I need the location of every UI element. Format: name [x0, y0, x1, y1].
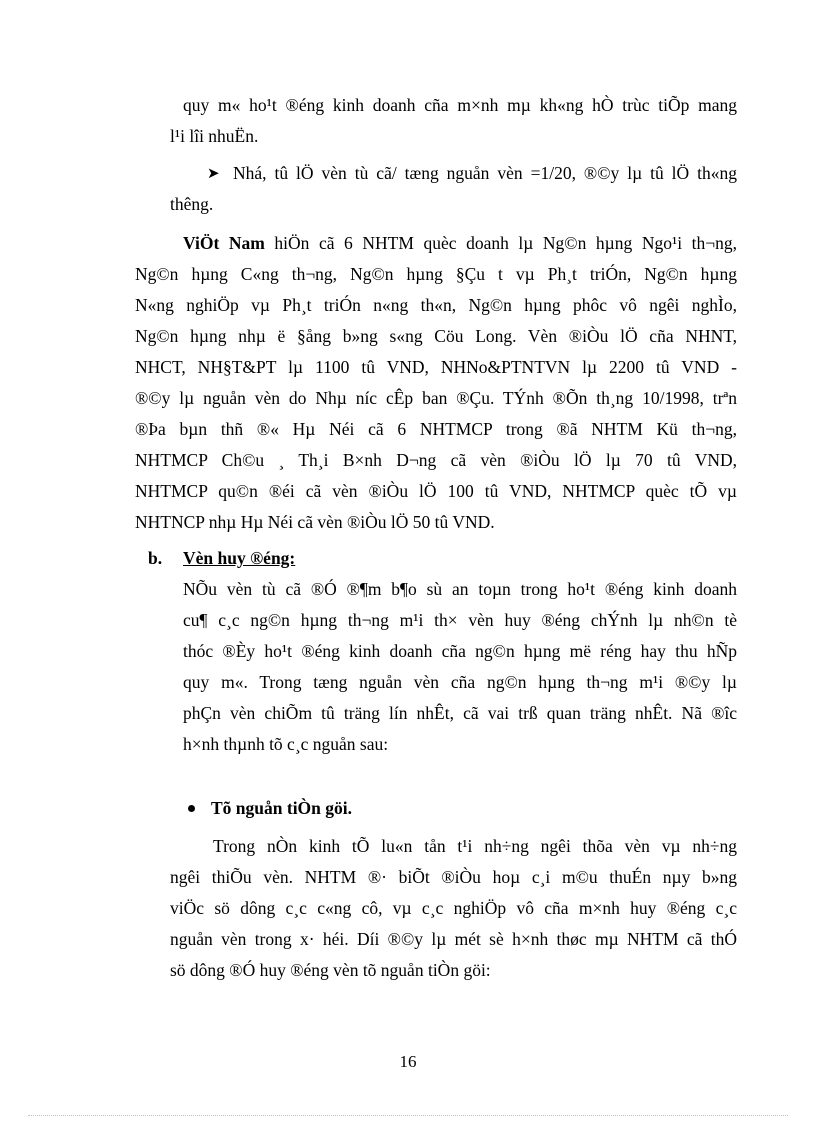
text-line: cu¶ c¸c ng©n hµng th¬ng m¹i th× vèn huy ®éng chÝnh lµ nh©n tè [183, 610, 737, 630]
text-line: N«ng nghiÖp vµ Ph¸t triÓn n«ng th«n, Ng©n hµng phôc vô ngêi nghÌo, [135, 295, 737, 315]
text-line: thóc ®Èy ho¹t ®éng kinh doanh cña ng©n hµng më réng hay thu hÑp [183, 641, 737, 661]
text-line: Ng©n hµng C«ng th¬ng, Ng©n hµng §Çu t vµ Ph¸t triÓn, Ng©n hµng [135, 264, 737, 284]
arrowhead-bullet-icon: ➤ [207, 166, 220, 182]
text-line: sö dông ®Ó huy ®éng vèn tõ nguån tiÒn göi: [170, 960, 491, 980]
text-line: NHCT, NH§T&PT lµ 1100 tû VND, NHNo&PTNTVN lµ 2200 tû VND - [135, 357, 737, 377]
text-line: quy m« ho¹t ®éng kinh doanh cña m×nh mµ kh«ng hÒ trùc tiÕp mang [183, 95, 737, 115]
page-number: 16 [399, 1052, 417, 1071]
text-line: thêng. [170, 194, 214, 214]
round-bullet-icon [188, 805, 195, 812]
text-line: h×nh thµnh tõ c¸c nguån sau: [183, 734, 389, 754]
text-line: ®Þa bµn thñ ®« Hµ Néi cã 6 NHTMCP trong ®ã NHTM Kü th¬ng, [135, 419, 737, 439]
text-line: NHTMCP qu©n ®éi cã vèn ®iÒu lÖ 100 tû VND, NHTMCP quèc tÕ vµ [135, 481, 737, 501]
text-line [183, 228, 737, 258]
text-line: Trong nÒn kinh tÕ lu«n tån t¹i nh÷ng ngêi thõa vèn vµ nh÷ng [213, 836, 737, 856]
text-line: NHTMCP Ch©u ¸ Th¸i B×nh D¬ng cã vèn ®iÒu lÖ lµ 70 tû VND, [135, 450, 737, 470]
text-line: ®©y lµ nguån vèn do Nhµ níc cÊp ban ®Çu. TÝnh ®Õn th¸ng 10/1998, trªn [135, 388, 737, 408]
text-line: Nhá, tû lÖ vèn tù cã/ tæng nguån vèn =1/20, ®©y lµ tû lÖ th«ng [233, 163, 737, 183]
text-line: NÕu vèn tù cã ®Ó ®¶m b¶o sù an toµn trong ho¹t ®éng kinh doanh [183, 579, 737, 599]
text-line: viÖc sö dông c¸c c«ng cô, vµ c¸c nghiÖp vô cña m×nh huy ®éng c¸c [170, 898, 737, 918]
text-line: Ng©n hµng nhµ ë §ång b»ng s«ng Cöu Long. Vèn ®iÒu lÖ cña NHNT, [135, 326, 737, 346]
page-bottom-divider [28, 1115, 788, 1116]
text-line: l¹i lîi nhuËn. [170, 126, 259, 146]
bullet-heading: Tõ nguån tiÒn göi. [211, 798, 353, 818]
section-label: b. [148, 548, 163, 568]
text-run: hiÖn cã 6 NHTM quèc doanh lµ Ng©n hµng Ngo¹i th¬ng, [264, 233, 737, 253]
text-line: NHTNCP nhµ Hµ Néi cã vèn ®iÒu lÖ 50 tû VND. [135, 512, 495, 532]
text-line: ngêi thiÕu vèn. NHTM ®· biÕt ®iÒu hoµ c¸i m©u thuÉn nµy b»ng [170, 867, 737, 887]
text-line: quy m«. Trong tæng nguån vèn cña ng©n hµng th¬ng m¹i ®©y lµ [183, 672, 737, 692]
text-line: phÇn vèn chiÕm tû träng lín nhÊt, cã vai trß quan träng nhÊt. Nã ®îc [183, 703, 737, 723]
bold-term: ViÖt Nam [183, 233, 265, 253]
section-heading: Vèn huy ®éng: [183, 548, 296, 568]
text-line: nguån vèn trong x· héi. Díi ®©y lµ mét sè h×nh thøc mµ NHTM cã thÓ [170, 929, 737, 949]
